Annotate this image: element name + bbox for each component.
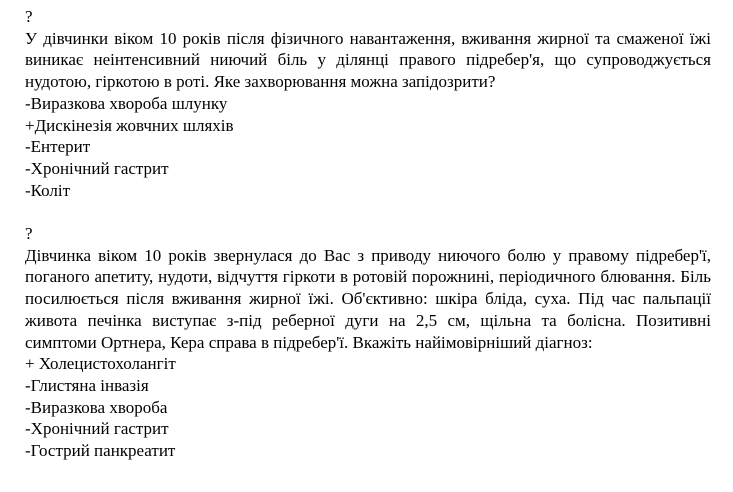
answer-option: -Хронічний гастрит: [25, 158, 169, 178]
question-marker: ?: [25, 7, 33, 26]
answer-option: -Глистяна інвазія: [25, 375, 149, 395]
answer-option: -Коліт: [25, 180, 71, 200]
question-block-2: [25, 223, 711, 462]
answer-option: -Ентерит: [25, 137, 91, 157]
question-marker: ?: [25, 224, 33, 244]
answer-option: -Гострий панкреатит: [25, 441, 176, 461]
question-block-1: [25, 6, 711, 201]
answer-option: -Виразкова хвороба шлунку: [25, 93, 228, 113]
answer-option: -Виразкова хвороба: [25, 397, 168, 417]
answer-option-correct: + Холецистохолангіт: [25, 354, 176, 374]
answer-option-correct: +Дискінезія жовчних шляхів: [25, 115, 234, 135]
question-stem: Дівчинка віком 10 років звернулася до Вас з приводу ниючого болю у правому підребер'ї, поганого апетиту, нудоти, відчуття гіркоти в ротовій порожнині, періодичного блювання. Біль посилюється після вживання жирної їжі. Об'єктивно: шкіра бліда, суха. Під час пальпації живота печінка виступає з-під реберної дуги на 2,5 см, щільна та болісна. Позитивні симптоми Ортнера, Кера справа в підребер'ї. Вкажіть найімовірніший діагноз:: [25, 245, 711, 352]
answer-option: -Хронічний гастрит: [25, 419, 169, 439]
blank-line: [25, 201, 711, 223]
question-stem: У дівчинки віком 10 років після фізичного навантаження, вживання жирної та смаженої їжі виникає неінтенсивний ниючий біль у ділянці правого підребер'я, що супроводжується нудотою, гіркотою в роті. Яке захворювання можна запідозрити?: [25, 28, 711, 92]
